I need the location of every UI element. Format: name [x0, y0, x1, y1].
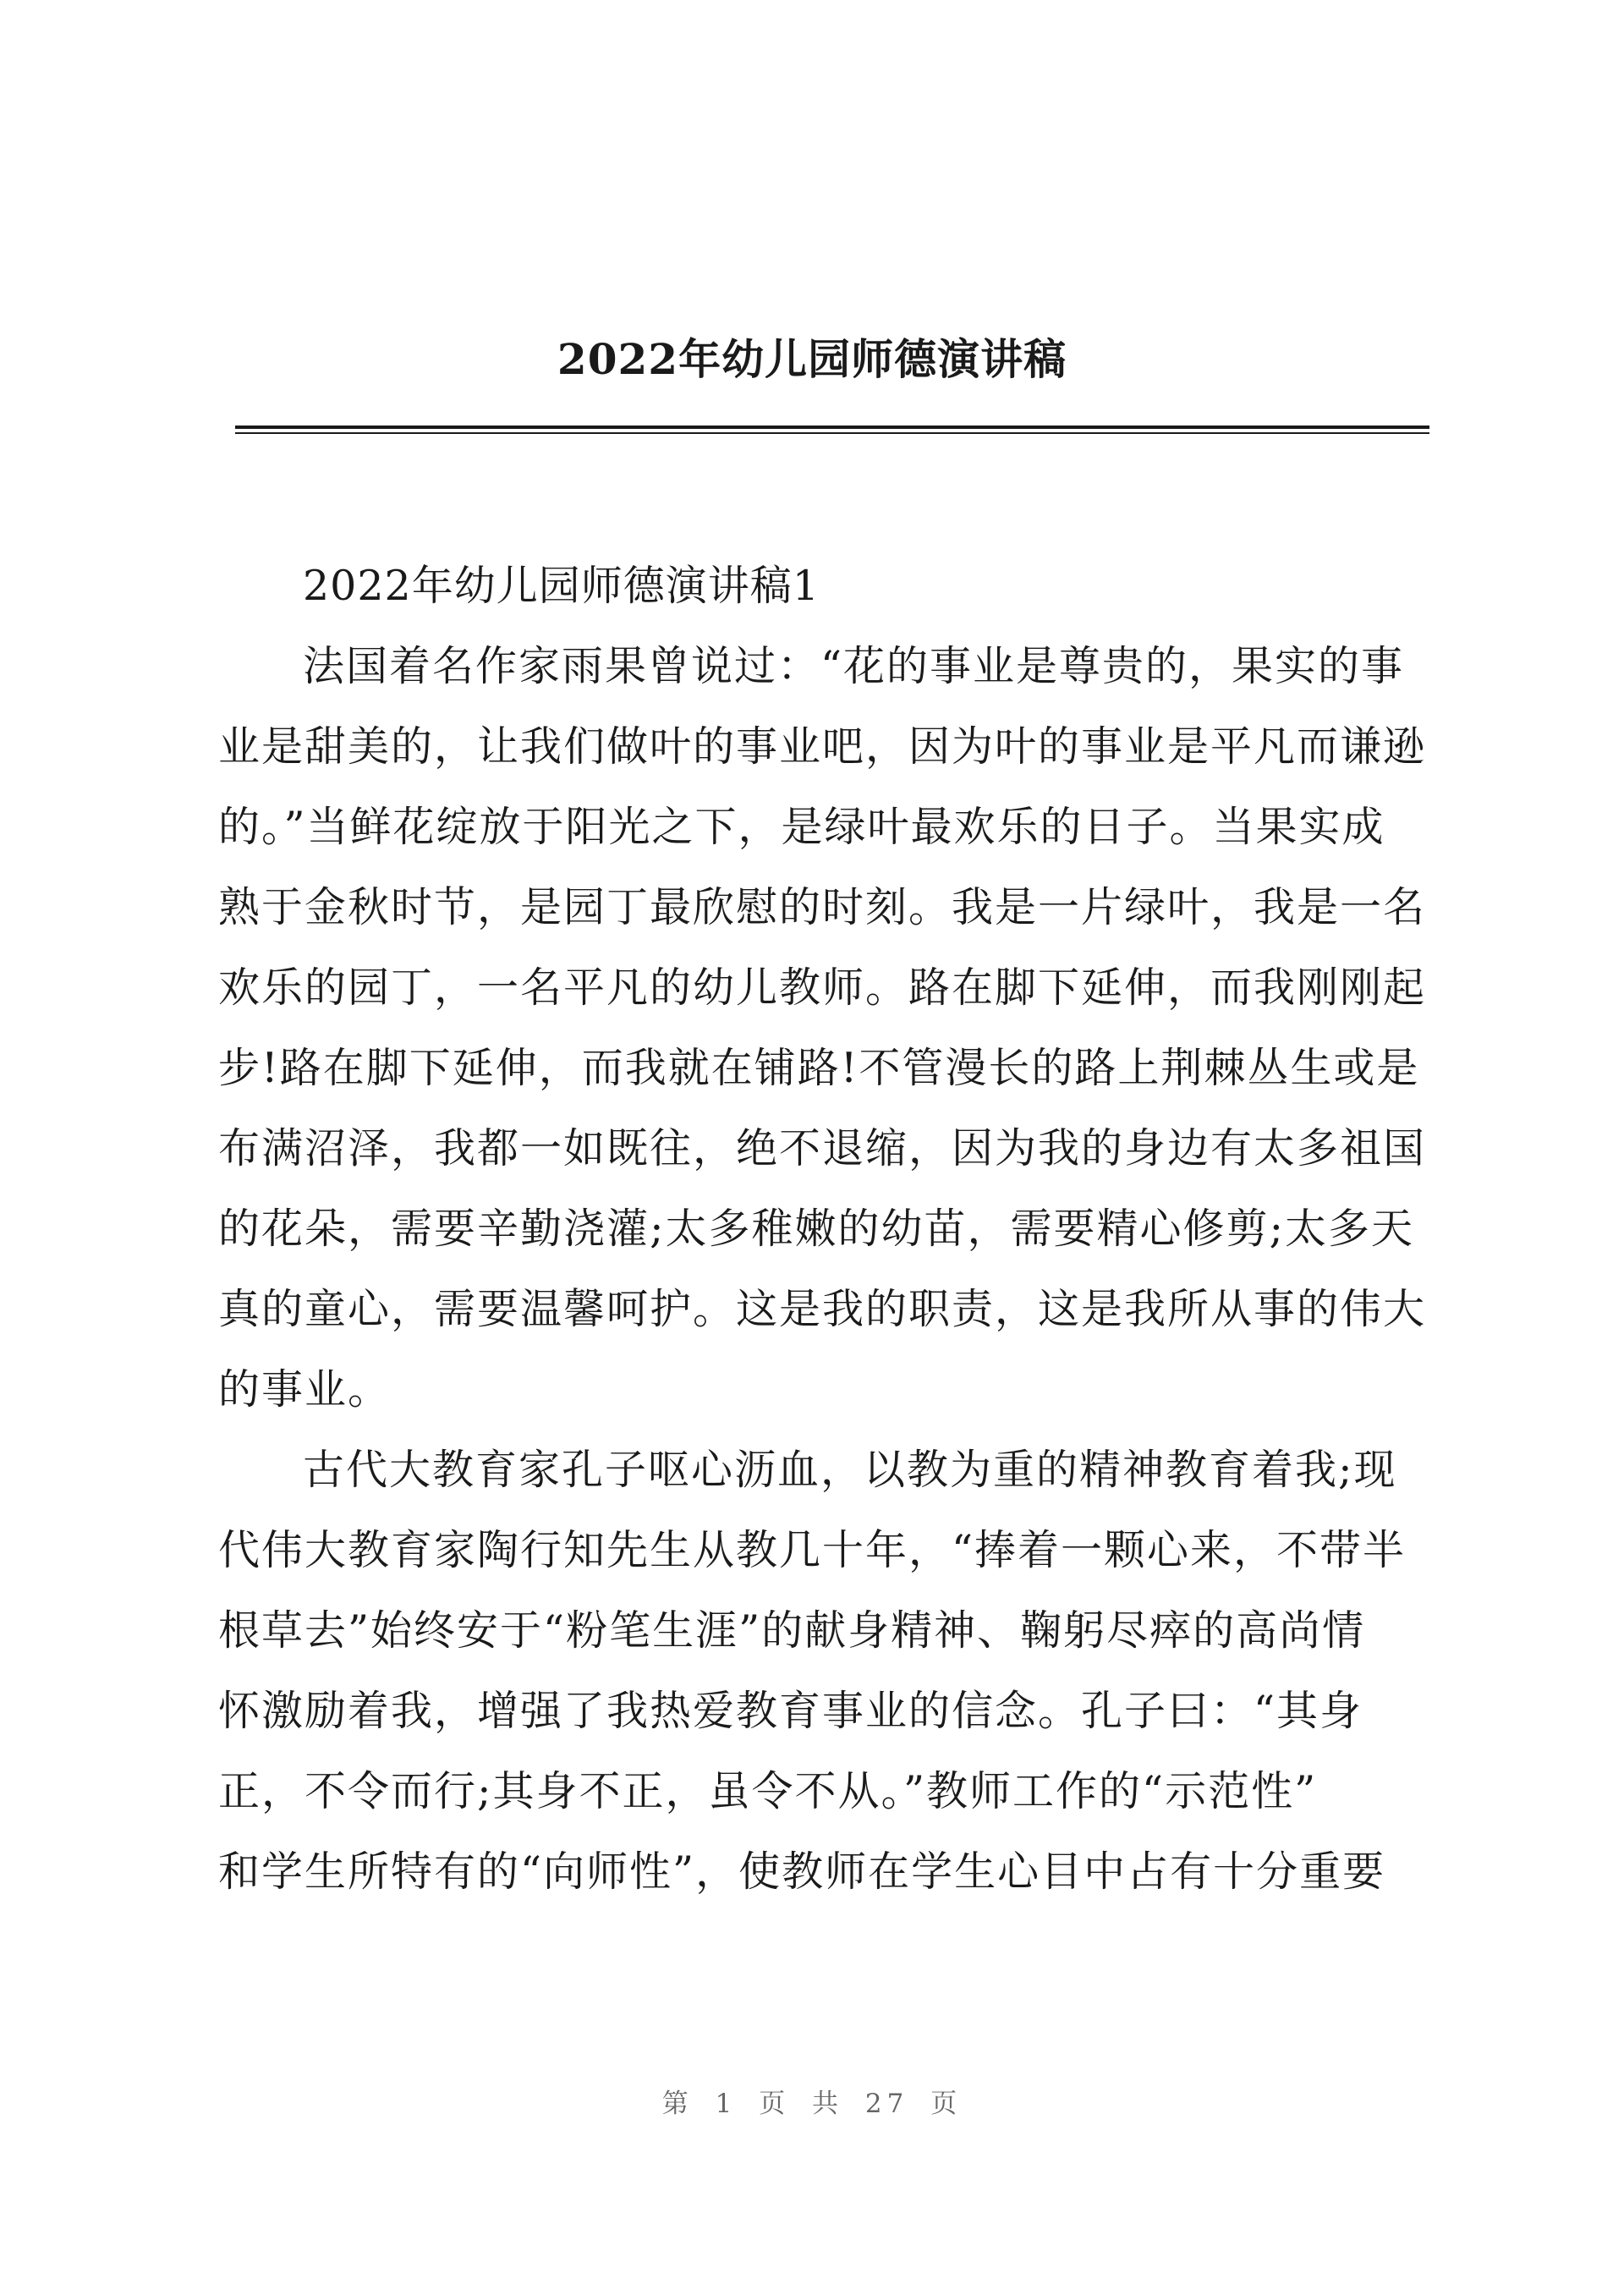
page-number-footer: 第 1 页 共 27 页	[661, 2089, 963, 2119]
title-divider-thin	[235, 432, 1429, 434]
paragraph-line: 的事业。	[218, 1365, 392, 1414]
page-title: 2022年幼儿园师德演讲稿	[557, 334, 1067, 384]
paragraph-line: 的。”当鲜花绽放于阳光之下，是绿叶最欢乐的日子。当果实成	[218, 803, 1385, 851]
paragraph-line: 古代大教育家孔子呕心沥血，以教为重的精神教育着我;现	[303, 1446, 1397, 1494]
paragraph-line: 布满沼泽，我都一如既往，绝不退缩，因为我的身边有太多祖国	[218, 1124, 1427, 1172]
title-divider	[235, 426, 1429, 429]
paragraph-line: 正，不令而行;其身不正，虽令不从。”教师工作的“示范性”	[218, 1767, 1318, 1815]
paragraph-line: 怀激励着我，增强了我热爱教育事业的信念。孔子曰：“其身	[218, 1687, 1363, 1735]
paragraph-line: 根草去”始终安于“粉笔生涯”的献身精神、鞠躬尽瘁的高尚情	[218, 1606, 1366, 1655]
paragraph-line: 代伟大教育家陶行知先生从教几十年，“捧着一颗心来，不带半	[218, 1526, 1407, 1574]
paragraph-line: 和学生所特有的“向师性”，使教师在学生心目中占有十分重要	[218, 1848, 1386, 1896]
paragraph-line: 熟于金秋时节，是园丁最欣慰的时刻。我是一片绿叶，我是一名	[218, 883, 1427, 931]
paragraph-line: 步!路在脚下延伸，而我就在铺路!不管漫长的路上荆棘丛生或是	[218, 1044, 1420, 1092]
paragraph-line: 欢乐的园丁，一名平凡的幼儿教师。路在脚下延伸，而我刚刚起	[218, 964, 1427, 1012]
paragraph-line: 真的童心，需要温馨呵护。这是我的职责，这是我所从事的伟大	[218, 1285, 1427, 1333]
paragraph-line: 的花朵，需要辛勤浇灌;太多稚嫩的幼苗，需要精心修剪;太多天	[218, 1205, 1415, 1253]
paragraph-line: 业是甜美的，让我们做叶的事业吧，因为叶的事业是平凡而谦逊	[218, 722, 1427, 771]
document-body	[218, 546, 1429, 1912]
paragraph-line: 法国着名作家雨果曾说过：“花的事业是尊贵的，果实的事	[303, 642, 1405, 690]
section-heading: 2022年幼儿园师德演讲稿1	[303, 562, 820, 610]
